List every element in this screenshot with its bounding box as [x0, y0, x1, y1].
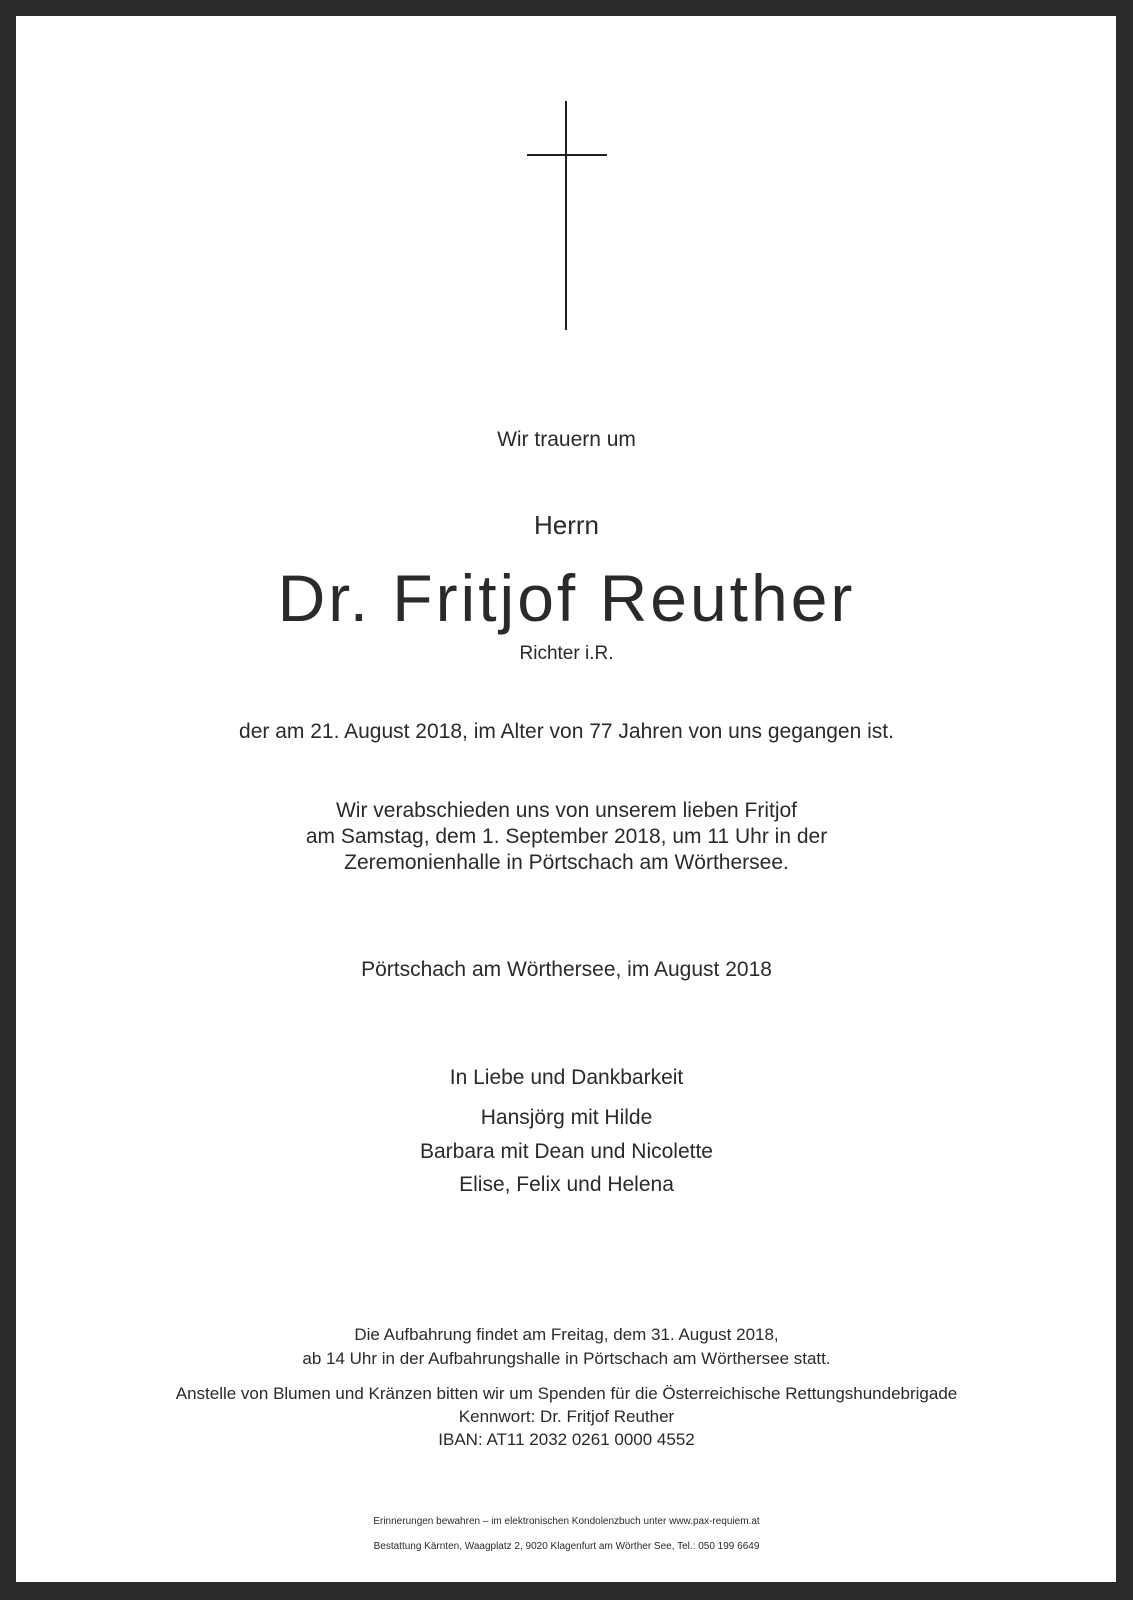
intro-text: Wir trauern um [497, 428, 636, 451]
mourners-heading: In Liebe und Dankbarkeit [449, 1066, 684, 1089]
cross-vertical-bar [565, 101, 567, 330]
deceased-name: Dr. Fritjof Reuther [277, 561, 856, 635]
viewing-info-line: ab 14 Uhr in der Aufbahrungshalle in Pörtschach am Wörthersee statt. [302, 1349, 831, 1368]
donation-keyword: Kennwort: Dr. Fritjof Reuther [458, 1407, 675, 1426]
mourner-name: Elise, Felix und Helena [459, 1173, 674, 1196]
donation-request: Anstelle von Blumen und Kränzen bitten wir um Spenden für die Österreichische Rettungshundebrigade [175, 1384, 958, 1403]
deceased-title: Richter i.R. [519, 643, 614, 664]
place-and-date: Pörtschach am Wörthersee, im August 2018 [361, 958, 772, 981]
footer-condolence-link: Erinnerungen bewahren – im elektronischen Kondolenzbuch unter www.pax-requiem.at [373, 1516, 760, 1527]
footer-funeral-home: Bestattung Kärnten, Waagplatz 2, 9020 Klagenfurt am Wörther See, Tel.: 050 199 6649 [373, 1541, 760, 1552]
farewell-line: Zeremonienhalle in Pörtschach am Wörthersee. [344, 851, 789, 874]
donation-iban: IBAN: AT11 2032 0261 0000 4552 [438, 1430, 695, 1449]
cross-icon [527, 101, 607, 330]
viewing-info-line: Die Aufbahrung findet am Freitag, dem 31. August 2018, [354, 1325, 779, 1344]
cross-horizontal-bar [527, 154, 607, 156]
farewell-line: am Samstag, dem 1. September 2018, um 11 Uhr in der [305, 825, 828, 848]
passing-statement: der am 21. August 2018, im Alter von 77 Jahren von uns gegangen ist. [239, 720, 894, 743]
farewell-line: Wir verabschieden uns von unserem lieben Fritjof [335, 799, 798, 822]
mourner-name: Barbara mit Dean und Nicolette [420, 1140, 713, 1163]
mourner-name: Hansjörg mit Hilde [480, 1106, 653, 1129]
salutation: Herrn [533, 510, 599, 540]
